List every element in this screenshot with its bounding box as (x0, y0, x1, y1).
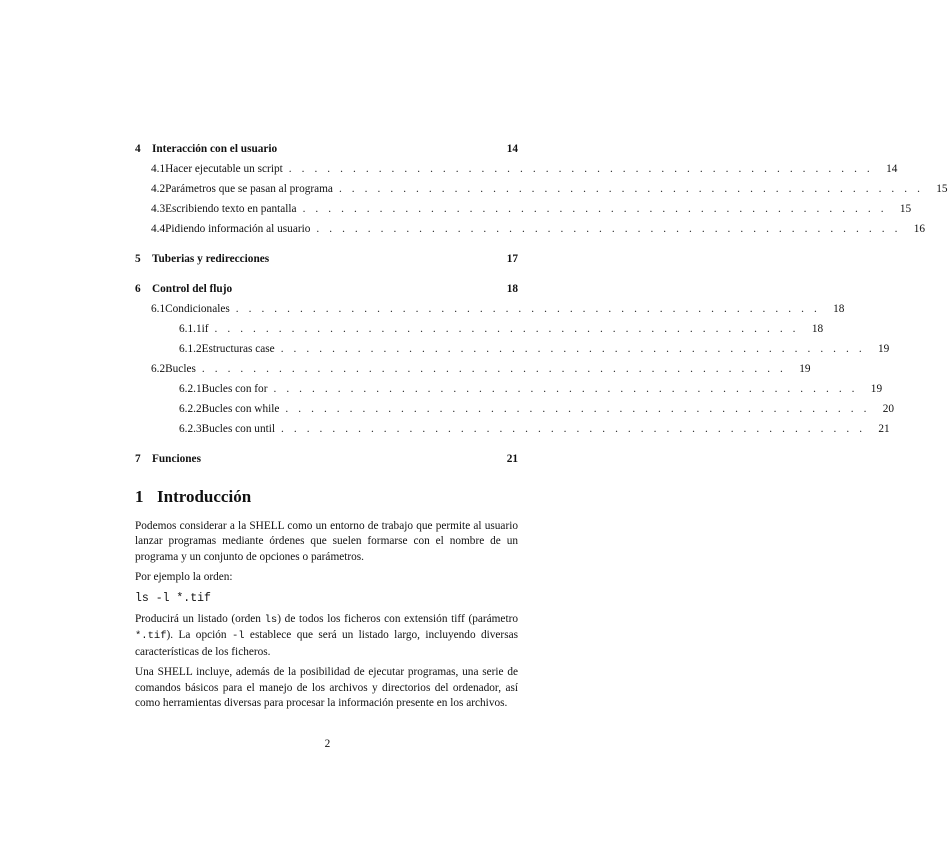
toc-entry-page: 17 (506, 253, 518, 265)
toc-entry-title: Estructuras case (201, 343, 275, 355)
toc-entry-number: 6 (135, 283, 141, 295)
inline-code: -l (231, 630, 245, 643)
toc-entry-number: 6.1 (151, 303, 166, 315)
toc-entry-number: 5 (135, 253, 141, 265)
toc-entry-page: 19 (870, 383, 883, 395)
inline-code: *.tif (135, 630, 167, 643)
toc-entry-title: Hacer ejecutable un script (165, 163, 283, 175)
toc-entry-page: 20 (882, 403, 895, 415)
toc-leader-dots: . . . . . . . . . . . . . . . . . . . . . . . . . . . . . . . . . . . . . . . . . . . . . . (280, 343, 866, 355)
inline-code: ls (264, 614, 278, 627)
toc-entry-title: Interacción con el usuario (152, 143, 278, 155)
toc-entry-number: 4 (135, 143, 141, 155)
toc-entry-number: 4.1 (151, 163, 166, 175)
toc-entry-title: Parámetros que se pasan al programa (165, 183, 333, 195)
paragraph-example: Por ejemplo la orden: (135, 571, 233, 584)
toc-chapter-entry[interactable] (135, 279, 518, 299)
toc-subsection-entry[interactable] (135, 419, 890, 439)
paragraph-explanation (135, 612, 518, 660)
toc-leader-dots: . . . . . . . . . . . . . . . . . . . . . . . . . . . . . . . . . . . . . . . . . . . . . . (235, 303, 821, 315)
toc-entry-page: 18 (811, 323, 824, 335)
toc-entry-title: Pidiendo información al usuario (165, 223, 311, 235)
paragraph-shell-features: Una SHELL incluye, además de la posibilidad de ejecutar programas, una serie de comandos básicos para el manejo de los archivos y directorios del ordenador, así como herramientas diversas para procesar la información presente en los archivos. (135, 666, 518, 710)
toc-subsection-entry[interactable] (135, 359, 811, 379)
toc-entry-title: Bucles con until (201, 423, 276, 435)
toc-entry-page: 16 (913, 223, 925, 235)
toc-leader-dots: . . . . . . . . . . . . . . . . . . . . . . . . . . . . . . . . . . . . . . . . . . . . . . (302, 203, 888, 215)
toc-subsection-entry[interactable] (135, 159, 898, 179)
toc-entry-number: 4.2 (151, 183, 166, 195)
toc-leader-dots: . . . . . . . . . . . . . . . . . . . . . . . . . . . . . . . . . . . . . . . . . . . . . . (214, 323, 800, 335)
toc-leader-dots: . . . . . . . . . . . . . . . . . . . . . . . . . . . . . . . . . . . . . . . . . . . . . . (201, 363, 787, 375)
toc-entry-title: Escribiendo texto en pantalla (165, 203, 297, 215)
toc-entry-title: Control del flujo (152, 283, 233, 295)
toc-subsection-entry[interactable] (135, 339, 890, 359)
toc-entry-title: Bucles (165, 363, 196, 375)
text-run: ). La opción (166, 629, 232, 642)
text-run: Producirá un listado (orden (135, 613, 265, 626)
toc-entry-page: 21 (878, 423, 890, 435)
paragraph-intro: Podemos considerar a la SHELL como un entorno de trabajo que permite al usuario lanzar programas mediante órdenes que suelen formarse con el nombre de un programa y un conjunto de opciones o parámetros. (135, 520, 518, 563)
text-run: ) de todos los ficheros con extensión tiff (parámetro (277, 613, 518, 626)
code-example: ls -l *.tif (135, 591, 211, 605)
toc-entry-page: 14 (886, 163, 898, 175)
toc-entry-page: 15 (899, 203, 912, 215)
toc-entry-title: Tuberias y redirecciones (152, 253, 270, 265)
section-title: Introducción (157, 487, 252, 506)
toc-chapter-entry[interactable] (135, 249, 518, 269)
text-run: establece que será un listado largo, incluyendo diversas características de los ficheros. (135, 629, 518, 658)
section-number: 1 (135, 487, 144, 506)
toc-entry-number: 6.2.2 (179, 403, 202, 415)
toc-entry-title: Bucles con for (201, 383, 268, 395)
toc-subsection-entry[interactable] (135, 399, 895, 419)
toc-subsection-entry[interactable] (135, 199, 912, 219)
table-of-contents (135, 139, 948, 469)
toc-entry-number: 6.1.1 (179, 323, 202, 335)
toc-leader-dots: . . . . . . . . . . . . . . . . . . . . . . . . . . . . . . . . . . . . . . . . . . . . . . (316, 223, 901, 235)
toc-entry-page: 18 (506, 283, 518, 295)
toc-entry-page: 18 (833, 303, 845, 315)
toc-spacer (135, 439, 518, 449)
toc-leader-dots: . . . . . . . . . . . . . . . . . . . . . . . . . . . . . . . . . . . . . . . . . . . . . . (273, 383, 859, 395)
toc-leader-dots: . . . . . . . . . . . . . . . . . . . . . . . . . . . . . . . . . . . . . . . . . . . . . . (338, 183, 924, 195)
toc-entry-page: 19 (799, 363, 811, 375)
toc-entry-page: 21 (506, 453, 518, 465)
toc-entry-number: 6.2.1 (179, 383, 202, 395)
toc-chapter-entry[interactable] (135, 139, 518, 159)
toc-subsection-entry[interactable] (135, 379, 883, 399)
toc-entry-number: 6.2 (151, 363, 166, 375)
section-body (135, 519, 518, 716)
toc-chapter-entry[interactable] (135, 449, 518, 469)
toc-entry-number: 7 (135, 453, 141, 465)
toc-entry-title: Bucles con while (201, 403, 280, 415)
toc-entry-number: 6.1.2 (179, 343, 202, 355)
toc-leader-dots: . . . . . . . . . . . . . . . . . . . . . . . . . . . . . . . . . . . . . . . . . . . . . . (285, 403, 871, 415)
toc-entry-number: 6.2.3 (179, 423, 202, 435)
section-heading (135, 486, 251, 508)
toc-leader-dots: . . . . . . . . . . . . . . . . . . . . . . . . . . . . . . . . . . . . . . . . . . . . . . (288, 163, 874, 175)
toc-subsection-entry[interactable] (135, 319, 824, 339)
toc-entry-page: 14 (506, 143, 518, 155)
toc-entry-number: 4.4 (151, 223, 166, 235)
toc-entry-title: Funciones (152, 453, 201, 465)
toc-entry-page: 19 (878, 343, 890, 355)
toc-spacer (135, 269, 518, 279)
toc-entry-title: Condicionales (165, 303, 230, 315)
toc-entry-page: 15 (936, 183, 948, 195)
toc-subsection-entry[interactable] (135, 299, 845, 319)
toc-subsection-entry[interactable] (135, 179, 948, 199)
toc-subsection-entry[interactable] (135, 219, 925, 239)
page-number: 2 (324, 738, 331, 750)
toc-entry-number: 4.3 (151, 203, 166, 215)
toc-spacer (135, 239, 518, 249)
toc-leader-dots: . . . . . . . . . . . . . . . . . . . . . . . . . . . . . . . . . . . . . . . . . . . . . . (281, 423, 866, 435)
toc-entry-title: if (201, 323, 209, 335)
